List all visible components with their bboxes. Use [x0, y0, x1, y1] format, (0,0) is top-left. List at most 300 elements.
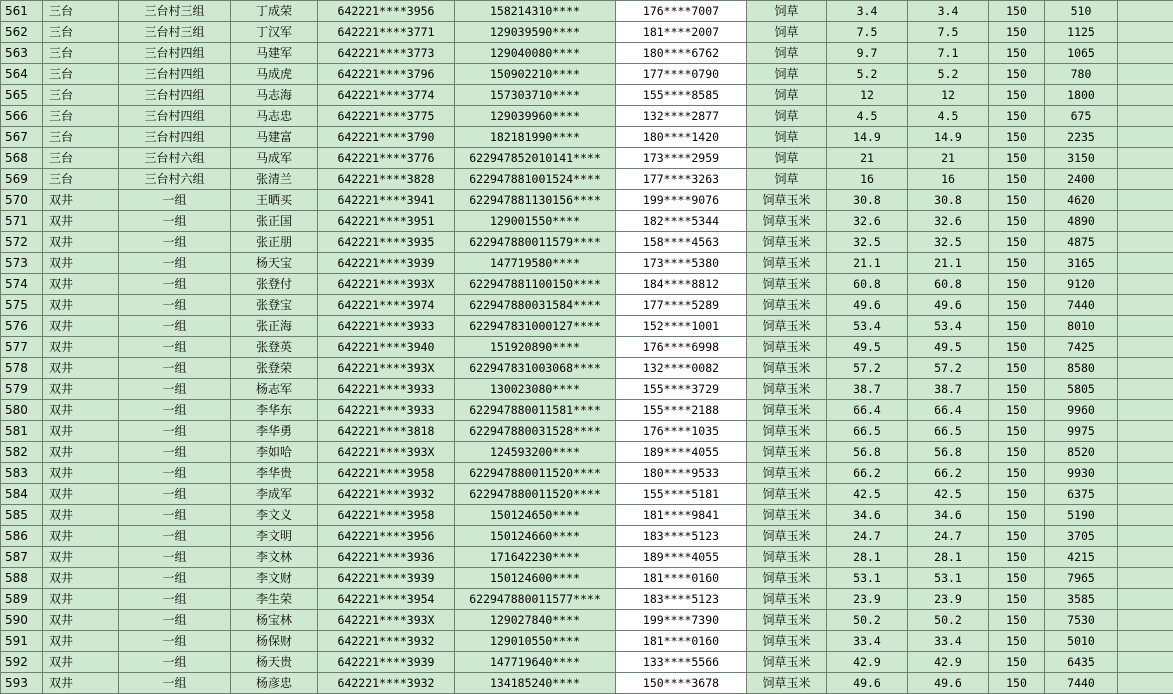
- id-number-cell[interactable]: 642221****3939: [318, 568, 455, 589]
- amount-cell[interactable]: 6435: [1045, 652, 1118, 673]
- id-number-cell[interactable]: 642221****3956: [318, 526, 455, 547]
- group-cell[interactable]: 一组: [119, 358, 231, 379]
- crop-type-cell[interactable]: 饲草: [747, 148, 827, 169]
- subsidy-area-cell[interactable]: 32.5: [908, 232, 989, 253]
- area-cell[interactable]: 53.4: [827, 316, 908, 337]
- rate-cell[interactable]: 150: [989, 421, 1045, 442]
- village-cell[interactable]: 双井: [43, 568, 119, 589]
- village-cell[interactable]: 双井: [43, 442, 119, 463]
- group-cell[interactable]: 一组: [119, 211, 231, 232]
- amount-cell[interactable]: 9120: [1045, 274, 1118, 295]
- id-number-cell[interactable]: 642221****3954: [318, 589, 455, 610]
- id-number-cell[interactable]: 642221****3771: [318, 22, 455, 43]
- group-cell[interactable]: 一组: [119, 400, 231, 421]
- subsidy-area-cell[interactable]: 16: [908, 169, 989, 190]
- amount-cell[interactable]: 7965: [1045, 568, 1118, 589]
- name-cell[interactable]: 李成军: [231, 484, 318, 505]
- row-index-cell[interactable]: 584: [1, 484, 43, 505]
- crop-type-cell[interactable]: 饲草玉米: [747, 589, 827, 610]
- phone-cell[interactable]: 155****8585: [616, 85, 747, 106]
- rate-cell[interactable]: 150: [989, 64, 1045, 85]
- blank-cell[interactable]: [1118, 442, 1173, 463]
- village-cell[interactable]: 双井: [43, 610, 119, 631]
- village-cell[interactable]: 双井: [43, 421, 119, 442]
- subsidy-area-cell[interactable]: 7.1: [908, 43, 989, 64]
- crop-type-cell[interactable]: 饲草玉米: [747, 673, 827, 694]
- area-cell[interactable]: 12: [827, 85, 908, 106]
- village-cell[interactable]: 三台: [43, 127, 119, 148]
- phone-cell[interactable]: 173****5380: [616, 253, 747, 274]
- group-cell[interactable]: 三台村四组: [119, 127, 231, 148]
- name-cell[interactable]: 张登付: [231, 274, 318, 295]
- rate-cell[interactable]: 150: [989, 463, 1045, 484]
- id-number-cell[interactable]: 642221****3932: [318, 673, 455, 694]
- bank-account-cell[interactable]: 129039960****: [455, 106, 616, 127]
- amount-cell[interactable]: 8580: [1045, 358, 1118, 379]
- village-cell[interactable]: 双井: [43, 274, 119, 295]
- amount-cell[interactable]: 5190: [1045, 505, 1118, 526]
- bank-account-cell[interactable]: 622947880011579****: [455, 232, 616, 253]
- area-cell[interactable]: 57.2: [827, 358, 908, 379]
- blank-cell[interactable]: [1118, 568, 1173, 589]
- area-cell[interactable]: 66.2: [827, 463, 908, 484]
- village-cell[interactable]: 双井: [43, 337, 119, 358]
- area-cell[interactable]: 30.8: [827, 190, 908, 211]
- area-cell[interactable]: 53.1: [827, 568, 908, 589]
- blank-cell[interactable]: [1118, 127, 1173, 148]
- village-cell[interactable]: 双井: [43, 652, 119, 673]
- village-cell[interactable]: 双井: [43, 463, 119, 484]
- village-cell[interactable]: 三台: [43, 1, 119, 22]
- subsidy-area-cell[interactable]: 30.8: [908, 190, 989, 211]
- row-index-cell[interactable]: 580: [1, 400, 43, 421]
- name-cell[interactable]: 李文明: [231, 526, 318, 547]
- row-index-cell[interactable]: 575: [1, 295, 43, 316]
- crop-type-cell[interactable]: 饲草: [747, 106, 827, 127]
- subsidy-area-cell[interactable]: 57.2: [908, 358, 989, 379]
- rate-cell[interactable]: 150: [989, 190, 1045, 211]
- id-number-cell[interactable]: 642221****393X: [318, 274, 455, 295]
- area-cell[interactable]: 23.9: [827, 589, 908, 610]
- group-cell[interactable]: 三台村四组: [119, 106, 231, 127]
- subsidy-area-cell[interactable]: 4.5: [908, 106, 989, 127]
- area-cell[interactable]: 49.5: [827, 337, 908, 358]
- name-cell[interactable]: 李文义: [231, 505, 318, 526]
- group-cell[interactable]: 一组: [119, 652, 231, 673]
- amount-cell[interactable]: 4875: [1045, 232, 1118, 253]
- area-cell[interactable]: 32.5: [827, 232, 908, 253]
- phone-cell[interactable]: 189****4055: [616, 442, 747, 463]
- village-cell[interactable]: 三台: [43, 148, 119, 169]
- area-cell[interactable]: 50.2: [827, 610, 908, 631]
- name-cell[interactable]: 张正国: [231, 211, 318, 232]
- blank-cell[interactable]: [1118, 358, 1173, 379]
- subsidy-area-cell[interactable]: 12: [908, 85, 989, 106]
- bank-account-cell[interactable]: 622947852010141****: [455, 148, 616, 169]
- row-index-cell[interactable]: 578: [1, 358, 43, 379]
- rate-cell[interactable]: 150: [989, 337, 1045, 358]
- area-cell[interactable]: 66.5: [827, 421, 908, 442]
- row-index-cell[interactable]: 579: [1, 379, 43, 400]
- group-cell[interactable]: 一组: [119, 484, 231, 505]
- subsidy-area-cell[interactable]: 21.1: [908, 253, 989, 274]
- subsidy-area-cell[interactable]: 32.6: [908, 211, 989, 232]
- bank-account-cell[interactable]: 129010550****: [455, 631, 616, 652]
- subsidy-area-cell[interactable]: 23.9: [908, 589, 989, 610]
- name-cell[interactable]: 李华东: [231, 400, 318, 421]
- blank-cell[interactable]: [1118, 631, 1173, 652]
- id-number-cell[interactable]: 642221****3936: [318, 547, 455, 568]
- phone-cell[interactable]: 180****6762: [616, 43, 747, 64]
- area-cell[interactable]: 24.7: [827, 526, 908, 547]
- blank-cell[interactable]: [1118, 316, 1173, 337]
- crop-type-cell[interactable]: 饲草: [747, 169, 827, 190]
- id-number-cell[interactable]: 642221****3775: [318, 106, 455, 127]
- amount-cell[interactable]: 4215: [1045, 547, 1118, 568]
- amount-cell[interactable]: 675: [1045, 106, 1118, 127]
- crop-type-cell[interactable]: 饲草玉米: [747, 652, 827, 673]
- rate-cell[interactable]: 150: [989, 85, 1045, 106]
- blank-cell[interactable]: [1118, 1, 1173, 22]
- crop-type-cell[interactable]: 饲草玉米: [747, 295, 827, 316]
- rate-cell[interactable]: 150: [989, 547, 1045, 568]
- row-index-cell[interactable]: 577: [1, 337, 43, 358]
- crop-type-cell[interactable]: 饲草玉米: [747, 232, 827, 253]
- id-number-cell[interactable]: 642221****3774: [318, 85, 455, 106]
- subsidy-area-cell[interactable]: 53.4: [908, 316, 989, 337]
- rate-cell[interactable]: 150: [989, 22, 1045, 43]
- group-cell[interactable]: 一组: [119, 505, 231, 526]
- village-cell[interactable]: 三台: [43, 43, 119, 64]
- amount-cell[interactable]: 9930: [1045, 463, 1118, 484]
- name-cell[interactable]: 马成虎: [231, 64, 318, 85]
- row-index-cell[interactable]: 576: [1, 316, 43, 337]
- name-cell[interactable]: 杨天贵: [231, 652, 318, 673]
- rate-cell[interactable]: 150: [989, 505, 1045, 526]
- id-number-cell[interactable]: 642221****3941: [318, 190, 455, 211]
- id-number-cell[interactable]: 642221****393X: [318, 358, 455, 379]
- area-cell[interactable]: 14.9: [827, 127, 908, 148]
- village-cell[interactable]: 双井: [43, 673, 119, 694]
- subsidy-area-cell[interactable]: 24.7: [908, 526, 989, 547]
- village-cell[interactable]: 双井: [43, 253, 119, 274]
- id-number-cell[interactable]: 642221****3933: [318, 400, 455, 421]
- group-cell[interactable]: 三台村四组: [119, 85, 231, 106]
- subsidy-area-cell[interactable]: 50.2: [908, 610, 989, 631]
- rate-cell[interactable]: 150: [989, 211, 1045, 232]
- group-cell[interactable]: 三台村三组: [119, 1, 231, 22]
- group-cell[interactable]: 一组: [119, 421, 231, 442]
- row-index-cell[interactable]: 568: [1, 148, 43, 169]
- row-index-cell[interactable]: 561: [1, 1, 43, 22]
- subsidy-area-cell[interactable]: 7.5: [908, 22, 989, 43]
- name-cell[interactable]: 马志海: [231, 85, 318, 106]
- rate-cell[interactable]: 150: [989, 295, 1045, 316]
- phone-cell[interactable]: 152****1001: [616, 316, 747, 337]
- name-cell[interactable]: 张登荣: [231, 358, 318, 379]
- rate-cell[interactable]: 150: [989, 652, 1045, 673]
- rate-cell[interactable]: 150: [989, 169, 1045, 190]
- blank-cell[interactable]: [1118, 421, 1173, 442]
- rate-cell[interactable]: 150: [989, 106, 1045, 127]
- amount-cell[interactable]: 1800: [1045, 85, 1118, 106]
- name-cell[interactable]: 马建军: [231, 43, 318, 64]
- crop-type-cell[interactable]: 饲草玉米: [747, 274, 827, 295]
- amount-cell[interactable]: 2235: [1045, 127, 1118, 148]
- amount-cell[interactable]: 510: [1045, 1, 1118, 22]
- village-cell[interactable]: 双井: [43, 232, 119, 253]
- rate-cell[interactable]: 150: [989, 379, 1045, 400]
- subsidy-area-cell[interactable]: 14.9: [908, 127, 989, 148]
- blank-cell[interactable]: [1118, 484, 1173, 505]
- rate-cell[interactable]: 150: [989, 484, 1045, 505]
- area-cell[interactable]: 42.9: [827, 652, 908, 673]
- id-number-cell[interactable]: 642221****3958: [318, 505, 455, 526]
- group-cell[interactable]: 三台村六组: [119, 148, 231, 169]
- id-number-cell[interactable]: 642221****3818: [318, 421, 455, 442]
- phone-cell[interactable]: 158****4563: [616, 232, 747, 253]
- group-cell[interactable]: 一组: [119, 463, 231, 484]
- blank-cell[interactable]: [1118, 190, 1173, 211]
- phone-cell[interactable]: 176****6998: [616, 337, 747, 358]
- area-cell[interactable]: 32.6: [827, 211, 908, 232]
- bank-account-cell[interactable]: 157303710****: [455, 85, 616, 106]
- phone-cell[interactable]: 155****5181: [616, 484, 747, 505]
- phone-cell[interactable]: 177****3263: [616, 169, 747, 190]
- crop-type-cell[interactable]: 饲草玉米: [747, 631, 827, 652]
- id-number-cell[interactable]: 642221****3773: [318, 43, 455, 64]
- bank-account-cell[interactable]: 622947831000127****: [455, 316, 616, 337]
- blank-cell[interactable]: [1118, 673, 1173, 694]
- blank-cell[interactable]: [1118, 547, 1173, 568]
- area-cell[interactable]: 42.5: [827, 484, 908, 505]
- area-cell[interactable]: 66.4: [827, 400, 908, 421]
- phone-cell[interactable]: 155****2188: [616, 400, 747, 421]
- village-cell[interactable]: 双井: [43, 211, 119, 232]
- rate-cell[interactable]: 150: [989, 358, 1045, 379]
- name-cell[interactable]: 王晒买: [231, 190, 318, 211]
- bank-account-cell[interactable]: 158214310****: [455, 1, 616, 22]
- amount-cell[interactable]: 7425: [1045, 337, 1118, 358]
- rate-cell[interactable]: 150: [989, 631, 1045, 652]
- row-index-cell[interactable]: 572: [1, 232, 43, 253]
- blank-cell[interactable]: [1118, 379, 1173, 400]
- bank-account-cell[interactable]: 134185240****: [455, 673, 616, 694]
- subsidy-area-cell[interactable]: 66.4: [908, 400, 989, 421]
- id-number-cell[interactable]: 642221****393X: [318, 610, 455, 631]
- crop-type-cell[interactable]: 饲草: [747, 43, 827, 64]
- phone-cell[interactable]: 181****2007: [616, 22, 747, 43]
- name-cell[interactable]: 李生荣: [231, 589, 318, 610]
- rate-cell[interactable]: 150: [989, 400, 1045, 421]
- row-index-cell[interactable]: 563: [1, 43, 43, 64]
- blank-cell[interactable]: [1118, 526, 1173, 547]
- phone-cell[interactable]: 150****3678: [616, 673, 747, 694]
- bank-account-cell[interactable]: 622947880031584****: [455, 295, 616, 316]
- rate-cell[interactable]: 150: [989, 589, 1045, 610]
- amount-cell[interactable]: 4620: [1045, 190, 1118, 211]
- rate-cell[interactable]: 150: [989, 673, 1045, 694]
- id-number-cell[interactable]: 642221****3933: [318, 316, 455, 337]
- phone-cell[interactable]: 181****9841: [616, 505, 747, 526]
- phone-cell[interactable]: 181****0160: [616, 568, 747, 589]
- row-index-cell[interactable]: 571: [1, 211, 43, 232]
- bank-account-cell[interactable]: 622947881130156****: [455, 190, 616, 211]
- group-cell[interactable]: 一组: [119, 526, 231, 547]
- name-cell[interactable]: 丁汉军: [231, 22, 318, 43]
- row-index-cell[interactable]: 588: [1, 568, 43, 589]
- id-number-cell[interactable]: 642221****3940: [318, 337, 455, 358]
- phone-cell[interactable]: 176****7007: [616, 1, 747, 22]
- subsidy-area-cell[interactable]: 53.1: [908, 568, 989, 589]
- blank-cell[interactable]: [1118, 43, 1173, 64]
- blank-cell[interactable]: [1118, 211, 1173, 232]
- crop-type-cell[interactable]: 饲草玉米: [747, 568, 827, 589]
- group-cell[interactable]: 一组: [119, 673, 231, 694]
- crop-type-cell[interactable]: 饲草: [747, 22, 827, 43]
- bank-account-cell[interactable]: 129039590****: [455, 22, 616, 43]
- village-cell[interactable]: 双井: [43, 358, 119, 379]
- amount-cell[interactable]: 3165: [1045, 253, 1118, 274]
- crop-type-cell[interactable]: 饲草: [747, 127, 827, 148]
- amount-cell[interactable]: 9960: [1045, 400, 1118, 421]
- bank-account-cell[interactable]: 147719640****: [455, 652, 616, 673]
- rate-cell[interactable]: 150: [989, 127, 1045, 148]
- bank-account-cell[interactable]: 150124600****: [455, 568, 616, 589]
- amount-cell[interactable]: 8520: [1045, 442, 1118, 463]
- phone-cell[interactable]: 180****9533: [616, 463, 747, 484]
- phone-cell[interactable]: 181****0160: [616, 631, 747, 652]
- phone-cell[interactable]: 177****5289: [616, 295, 747, 316]
- id-number-cell[interactable]: 642221****3935: [318, 232, 455, 253]
- name-cell[interactable]: 马建富: [231, 127, 318, 148]
- id-number-cell[interactable]: 642221****3939: [318, 253, 455, 274]
- bank-account-cell[interactable]: 130023080****: [455, 379, 616, 400]
- row-index-cell[interactable]: 591: [1, 631, 43, 652]
- village-cell[interactable]: 双井: [43, 547, 119, 568]
- blank-cell[interactable]: [1118, 85, 1173, 106]
- group-cell[interactable]: 一组: [119, 253, 231, 274]
- blank-cell[interactable]: [1118, 589, 1173, 610]
- group-cell[interactable]: 一组: [119, 547, 231, 568]
- village-cell[interactable]: 双井: [43, 631, 119, 652]
- phone-cell[interactable]: 173****2959: [616, 148, 747, 169]
- bank-account-cell[interactable]: 622947880011520****: [455, 463, 616, 484]
- subsidy-area-cell[interactable]: 49.5: [908, 337, 989, 358]
- row-index-cell[interactable]: 567: [1, 127, 43, 148]
- bank-account-cell[interactable]: 622947831003068****: [455, 358, 616, 379]
- phone-cell[interactable]: 155****3729: [616, 379, 747, 400]
- phone-cell[interactable]: 199****9076: [616, 190, 747, 211]
- crop-type-cell[interactable]: 饲草玉米: [747, 442, 827, 463]
- area-cell[interactable]: 33.4: [827, 631, 908, 652]
- row-index-cell[interactable]: 564: [1, 64, 43, 85]
- amount-cell[interactable]: 5010: [1045, 631, 1118, 652]
- name-cell[interactable]: 张登英: [231, 337, 318, 358]
- amount-cell[interactable]: 3150: [1045, 148, 1118, 169]
- phone-cell[interactable]: 182****5344: [616, 211, 747, 232]
- name-cell[interactable]: 杨天宝: [231, 253, 318, 274]
- row-index-cell[interactable]: 586: [1, 526, 43, 547]
- area-cell[interactable]: 9.7: [827, 43, 908, 64]
- amount-cell[interactable]: 1065: [1045, 43, 1118, 64]
- amount-cell[interactable]: 5805: [1045, 379, 1118, 400]
- row-index-cell[interactable]: 593: [1, 673, 43, 694]
- area-cell[interactable]: 28.1: [827, 547, 908, 568]
- village-cell[interactable]: 双井: [43, 526, 119, 547]
- blank-cell[interactable]: [1118, 400, 1173, 421]
- group-cell[interactable]: 一组: [119, 610, 231, 631]
- rate-cell[interactable]: 150: [989, 316, 1045, 337]
- village-cell[interactable]: 三台: [43, 85, 119, 106]
- phone-cell[interactable]: 180****1420: [616, 127, 747, 148]
- crop-type-cell[interactable]: 饲草玉米: [747, 358, 827, 379]
- row-index-cell[interactable]: 574: [1, 274, 43, 295]
- blank-cell[interactable]: [1118, 106, 1173, 127]
- subsidy-area-cell[interactable]: 28.1: [908, 547, 989, 568]
- row-index-cell[interactable]: 590: [1, 610, 43, 631]
- group-cell[interactable]: 一组: [119, 295, 231, 316]
- area-cell[interactable]: 21: [827, 148, 908, 169]
- area-cell[interactable]: 4.5: [827, 106, 908, 127]
- area-cell[interactable]: 38.7: [827, 379, 908, 400]
- phone-cell[interactable]: 133****5566: [616, 652, 747, 673]
- id-number-cell[interactable]: 642221****3932: [318, 631, 455, 652]
- id-number-cell[interactable]: 642221****393X: [318, 442, 455, 463]
- amount-cell[interactable]: 780: [1045, 64, 1118, 85]
- group-cell[interactable]: 一组: [119, 232, 231, 253]
- row-index-cell[interactable]: 585: [1, 505, 43, 526]
- crop-type-cell[interactable]: 饲草玉米: [747, 421, 827, 442]
- bank-account-cell[interactable]: 129001550****: [455, 211, 616, 232]
- phone-cell[interactable]: 132****0082: [616, 358, 747, 379]
- name-cell[interactable]: 李如哈: [231, 442, 318, 463]
- id-number-cell[interactable]: 642221****3790: [318, 127, 455, 148]
- bank-account-cell[interactable]: 171642230****: [455, 547, 616, 568]
- id-number-cell[interactable]: 642221****3951: [318, 211, 455, 232]
- row-index-cell[interactable]: 587: [1, 547, 43, 568]
- bank-account-cell[interactable]: 622947880011581****: [455, 400, 616, 421]
- village-cell[interactable]: 双井: [43, 589, 119, 610]
- blank-cell[interactable]: [1118, 64, 1173, 85]
- blank-cell[interactable]: [1118, 169, 1173, 190]
- rate-cell[interactable]: 150: [989, 148, 1045, 169]
- phone-cell[interactable]: 132****2877: [616, 106, 747, 127]
- blank-cell[interactable]: [1118, 463, 1173, 484]
- area-cell[interactable]: 56.8: [827, 442, 908, 463]
- phone-cell[interactable]: 183****5123: [616, 526, 747, 547]
- group-cell[interactable]: 一组: [119, 631, 231, 652]
- phone-cell[interactable]: 177****0790: [616, 64, 747, 85]
- village-cell[interactable]: 双井: [43, 400, 119, 421]
- blank-cell[interactable]: [1118, 232, 1173, 253]
- id-number-cell[interactable]: 642221****3958: [318, 463, 455, 484]
- blank-cell[interactable]: [1118, 22, 1173, 43]
- area-cell[interactable]: 3.4: [827, 1, 908, 22]
- subsidy-area-cell[interactable]: 60.8: [908, 274, 989, 295]
- bank-account-cell[interactable]: 622947880031528****: [455, 421, 616, 442]
- group-cell[interactable]: 三台村四组: [119, 64, 231, 85]
- amount-cell[interactable]: 3705: [1045, 526, 1118, 547]
- row-index-cell[interactable]: 569: [1, 169, 43, 190]
- bank-account-cell[interactable]: 622947880011520****: [455, 484, 616, 505]
- subsidy-area-cell[interactable]: 34.6: [908, 505, 989, 526]
- id-number-cell[interactable]: 642221****3956: [318, 1, 455, 22]
- name-cell[interactable]: 马志忠: [231, 106, 318, 127]
- amount-cell[interactable]: 7440: [1045, 295, 1118, 316]
- phone-cell[interactable]: 176****1035: [616, 421, 747, 442]
- rate-cell[interactable]: 150: [989, 253, 1045, 274]
